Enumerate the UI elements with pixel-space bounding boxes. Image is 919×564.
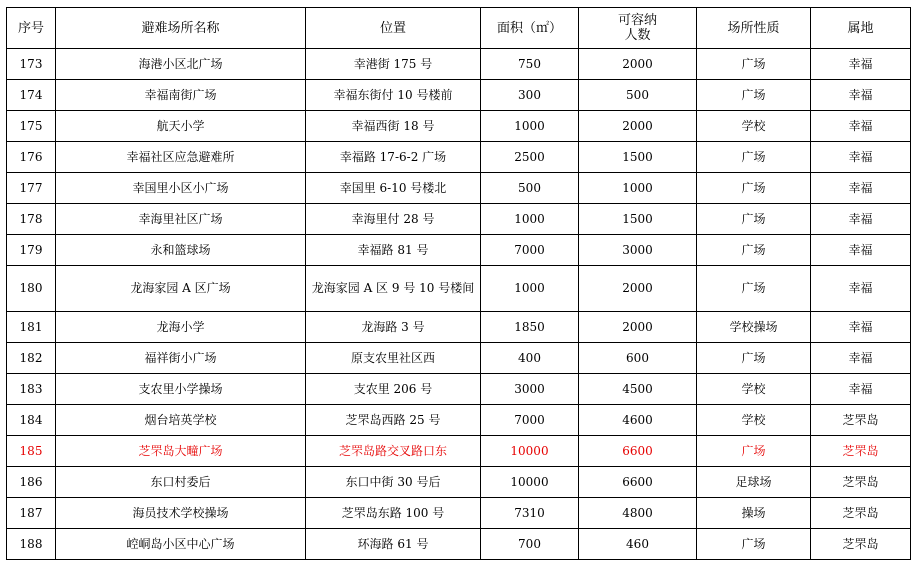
cell-seq: 173 [7,49,56,80]
cell-capacity: 6600 [579,467,697,498]
cell-capacity: 2000 [579,111,697,142]
cell-seq: 188 [7,529,56,560]
cell-location: 龙海家园 A 区 9 号 10 号楼间 [306,266,481,312]
cell-seq: 186 [7,467,56,498]
table-row [7,111,911,142]
cell-area: 3000 [481,374,579,405]
cell-capacity: 600 [579,343,697,374]
cell-type: 广场 [697,529,811,560]
cell-location: 芝罘岛路交叉路口东 [306,436,481,467]
shelter-table [6,7,911,560]
table-row [7,436,911,467]
cell-name: 福祥街小广场 [56,343,306,374]
cell-type: 广场 [697,142,811,173]
cell-seq: 184 [7,405,56,436]
table-row [7,204,911,235]
table-row [7,235,911,266]
cell-capacity: 4500 [579,374,697,405]
cell-type: 足球场 [697,467,811,498]
cell-area: 700 [481,529,579,560]
cell-name: 龙海小学 [56,312,306,343]
cell-seq: 177 [7,173,56,204]
cell-type: 广场 [697,343,811,374]
cell-location: 幸福东街付 10 号楼前 [306,80,481,111]
cell-seq: 183 [7,374,56,405]
cell-area: 1000 [481,266,579,312]
cell-type: 广场 [697,204,811,235]
cell-name: 航天小学 [56,111,306,142]
cell-type: 学校操场 [697,312,811,343]
cell-location: 东口中街 30 号后 [306,467,481,498]
cell-location: 幸国里 6-10 号楼北 [306,173,481,204]
header-seq: 序号 [7,8,56,49]
cell-name: 海港小区北广场 [56,49,306,80]
cell-seq: 175 [7,111,56,142]
cell-seq: 179 [7,235,56,266]
cell-capacity: 3000 [579,235,697,266]
table-row [7,467,911,498]
table-row [7,343,911,374]
cell-area: 500 [481,173,579,204]
cell-area: 1000 [481,111,579,142]
cell-location: 芝罘岛东路 100 号 [306,498,481,529]
cell-area: 7000 [481,235,579,266]
cell-type: 广场 [697,235,811,266]
cell-district: 幸福 [811,111,911,142]
cell-district: 芝罘岛 [811,529,911,560]
cell-location: 环海路 61 号 [306,529,481,560]
cell-location: 支农里 206 号 [306,374,481,405]
cell-capacity: 1500 [579,142,697,173]
table-row [7,405,911,436]
cell-capacity: 1500 [579,204,697,235]
cell-location: 幸福路 81 号 [306,235,481,266]
cell-district: 幸福 [811,173,911,204]
table-row [7,266,911,312]
cell-district: 幸福 [811,204,911,235]
cell-district: 芝罘岛 [811,405,911,436]
cell-capacity: 2000 [579,266,697,312]
cell-location: 芝罘岛西路 25 号 [306,405,481,436]
table-row [7,529,911,560]
cell-area: 1850 [481,312,579,343]
cell-area: 300 [481,80,579,111]
cell-type: 学校 [697,405,811,436]
cell-district: 幸福 [811,374,911,405]
cell-name: 幸海里社区广场 [56,204,306,235]
cell-name: 幸福社区应急避难所 [56,142,306,173]
cell-name: 芝罘岛大疃广场 [56,436,306,467]
cell-location: 幸福路 17-6-2 广场 [306,142,481,173]
cell-location: 幸港街 175 号 [306,49,481,80]
cell-capacity: 2000 [579,312,697,343]
cell-district: 幸福 [811,266,911,312]
cell-name: 幸国里小区小广场 [56,173,306,204]
cell-capacity: 4600 [579,405,697,436]
table-row [7,312,911,343]
cell-name: 支农里小学操场 [56,374,306,405]
header-location: 位置 [306,8,481,49]
cell-name: 龙海家园 A 区广场 [56,266,306,312]
cell-type: 广场 [697,436,811,467]
cell-district: 幸福 [811,312,911,343]
header-type: 场所性质 [697,8,811,49]
header-capacity-line1: 可容纳 [617,13,657,28]
cell-capacity: 500 [579,80,697,111]
cell-seq: 176 [7,142,56,173]
cell-area: 10000 [481,436,579,467]
cell-capacity: 460 [579,529,697,560]
cell-type: 广场 [697,80,811,111]
cell-capacity: 1000 [579,173,697,204]
table-row [7,49,911,80]
table-header-row [7,8,911,49]
cell-capacity: 6600 [579,436,697,467]
cell-location: 龙海路 3 号 [306,312,481,343]
cell-type: 操场 [697,498,811,529]
cell-area: 1000 [481,204,579,235]
header-district: 属地 [811,8,911,49]
cell-district: 幸福 [811,343,911,374]
cell-area: 10000 [481,467,579,498]
cell-location: 原支农里社区西 [306,343,481,374]
cell-seq: 180 [7,266,56,312]
cell-area: 2500 [481,142,579,173]
cell-district: 幸福 [811,142,911,173]
cell-seq: 178 [7,204,56,235]
header-name: 避难场所名称 [56,8,306,49]
table-row [7,80,911,111]
cell-area: 750 [481,49,579,80]
header-area: 面积（㎡） [481,8,579,49]
cell-location: 幸海里付 28 号 [306,204,481,235]
cell-district: 幸福 [811,49,911,80]
cell-seq: 182 [7,343,56,374]
cell-name: 海员技术学校操场 [56,498,306,529]
table-row [7,374,911,405]
cell-name: 幸福南街广场 [56,80,306,111]
cell-type: 广场 [697,266,811,312]
cell-district: 芝罘岛 [811,498,911,529]
cell-district: 芝罘岛 [811,467,911,498]
cell-name: 崆峒岛小区中心广场 [56,529,306,560]
table-row [7,173,911,204]
cell-name: 烟台培英学校 [56,405,306,436]
cell-district: 幸福 [811,80,911,111]
cell-name: 东口村委后 [56,467,306,498]
table-row [7,498,911,529]
table-row [7,142,911,173]
cell-type: 学校 [697,374,811,405]
table-body [7,49,911,560]
cell-seq: 174 [7,80,56,111]
cell-capacity: 2000 [579,49,697,80]
cell-area: 7310 [481,498,579,529]
cell-capacity: 4800 [579,498,697,529]
cell-name: 永和篮球场 [56,235,306,266]
cell-type: 广场 [697,173,811,204]
cell-seq: 181 [7,312,56,343]
cell-type: 学校 [697,111,811,142]
cell-seq: 185 [7,436,56,467]
cell-area: 400 [481,343,579,374]
cell-area: 7000 [481,405,579,436]
header-capacity [579,8,697,49]
cell-seq: 187 [7,498,56,529]
cell-district: 芝罘岛 [811,436,911,467]
cell-type: 广场 [697,49,811,80]
cell-district: 幸福 [811,235,911,266]
cell-location: 幸福西街 18 号 [306,111,481,142]
header-capacity-line2: 人数 [624,28,651,43]
